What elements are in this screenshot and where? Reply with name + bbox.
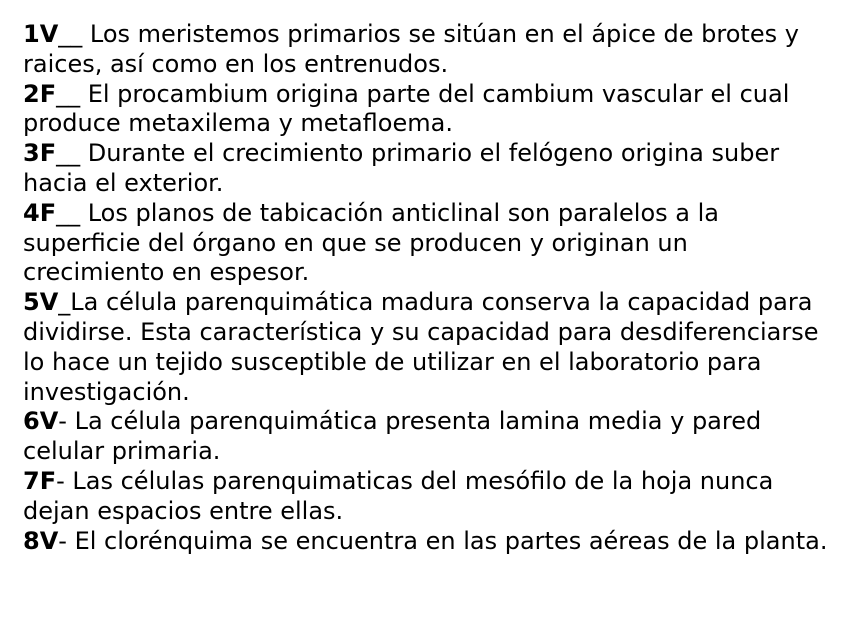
statement-7-text: Las células parenquimaticas del mesófilo de la hoja nunca dejan espacios entre ellas. [23,466,774,525]
statement-3-separator: __ [56,139,81,168]
statement-2-text: El procambium origina parte del cambium vascular el cual produce metaxilema y metafloema. [23,79,790,138]
statement-4-separator: __ [56,198,81,227]
statement-6-separator: - [58,407,67,436]
statement-8-text: El clorénquima se encuentra en las partes aéreas de la planta. [66,526,828,555]
statement-4-answer: 4F [23,198,57,227]
statement-3-text: Durante el crecimiento primario el felógeno origina suber hacia el exterior. [23,139,780,197]
statement-6-answer: 6V [23,407,59,436]
statement-8 [23,527,834,557]
statement-3 [23,139,834,199]
statement-1-answer: 1V [23,20,59,48]
statement-1-text: Los meristemos primarios se sitúan en el ápice de brotes y raices, así como en los entrenudos. [23,20,799,78]
statement-7-answer: 7F [23,466,57,495]
statement-5-answer: 5V [23,288,59,317]
statement-3-answer: 3F [23,139,57,168]
statement-4-text: Los planos de tabicación anticlinal son paralelos a la superficie del órgano en que se producen y originan un crecimiento en espesor. [23,198,719,287]
statement-7-separator: - [56,466,65,495]
statement-8-answer: 8V [23,526,59,555]
statement-5-text: La célula parenquimática madura conserva la capacidad para dividirse. Esta característica y su capacidad para desdiferenciarse lo hace un tejido susceptible de utilizar en el laboratorio para investigación. [23,288,819,406]
statement-4 [23,199,834,288]
statement-1-separator: __ [58,20,83,48]
statement-7 [23,467,834,527]
statement-1 [23,20,834,80]
statement-5 [23,288,834,407]
statement-8-separator: - [58,526,67,555]
statement-2-separator: __ [56,79,81,108]
statement-6-text: La célula parenquimática presenta lamina media y pared celular primaria. [23,407,762,466]
statement-2 [23,80,834,140]
statement-2-answer: 2F [23,79,57,108]
statement-6 [23,407,834,467]
statement-5-separator: _ [58,288,71,317]
